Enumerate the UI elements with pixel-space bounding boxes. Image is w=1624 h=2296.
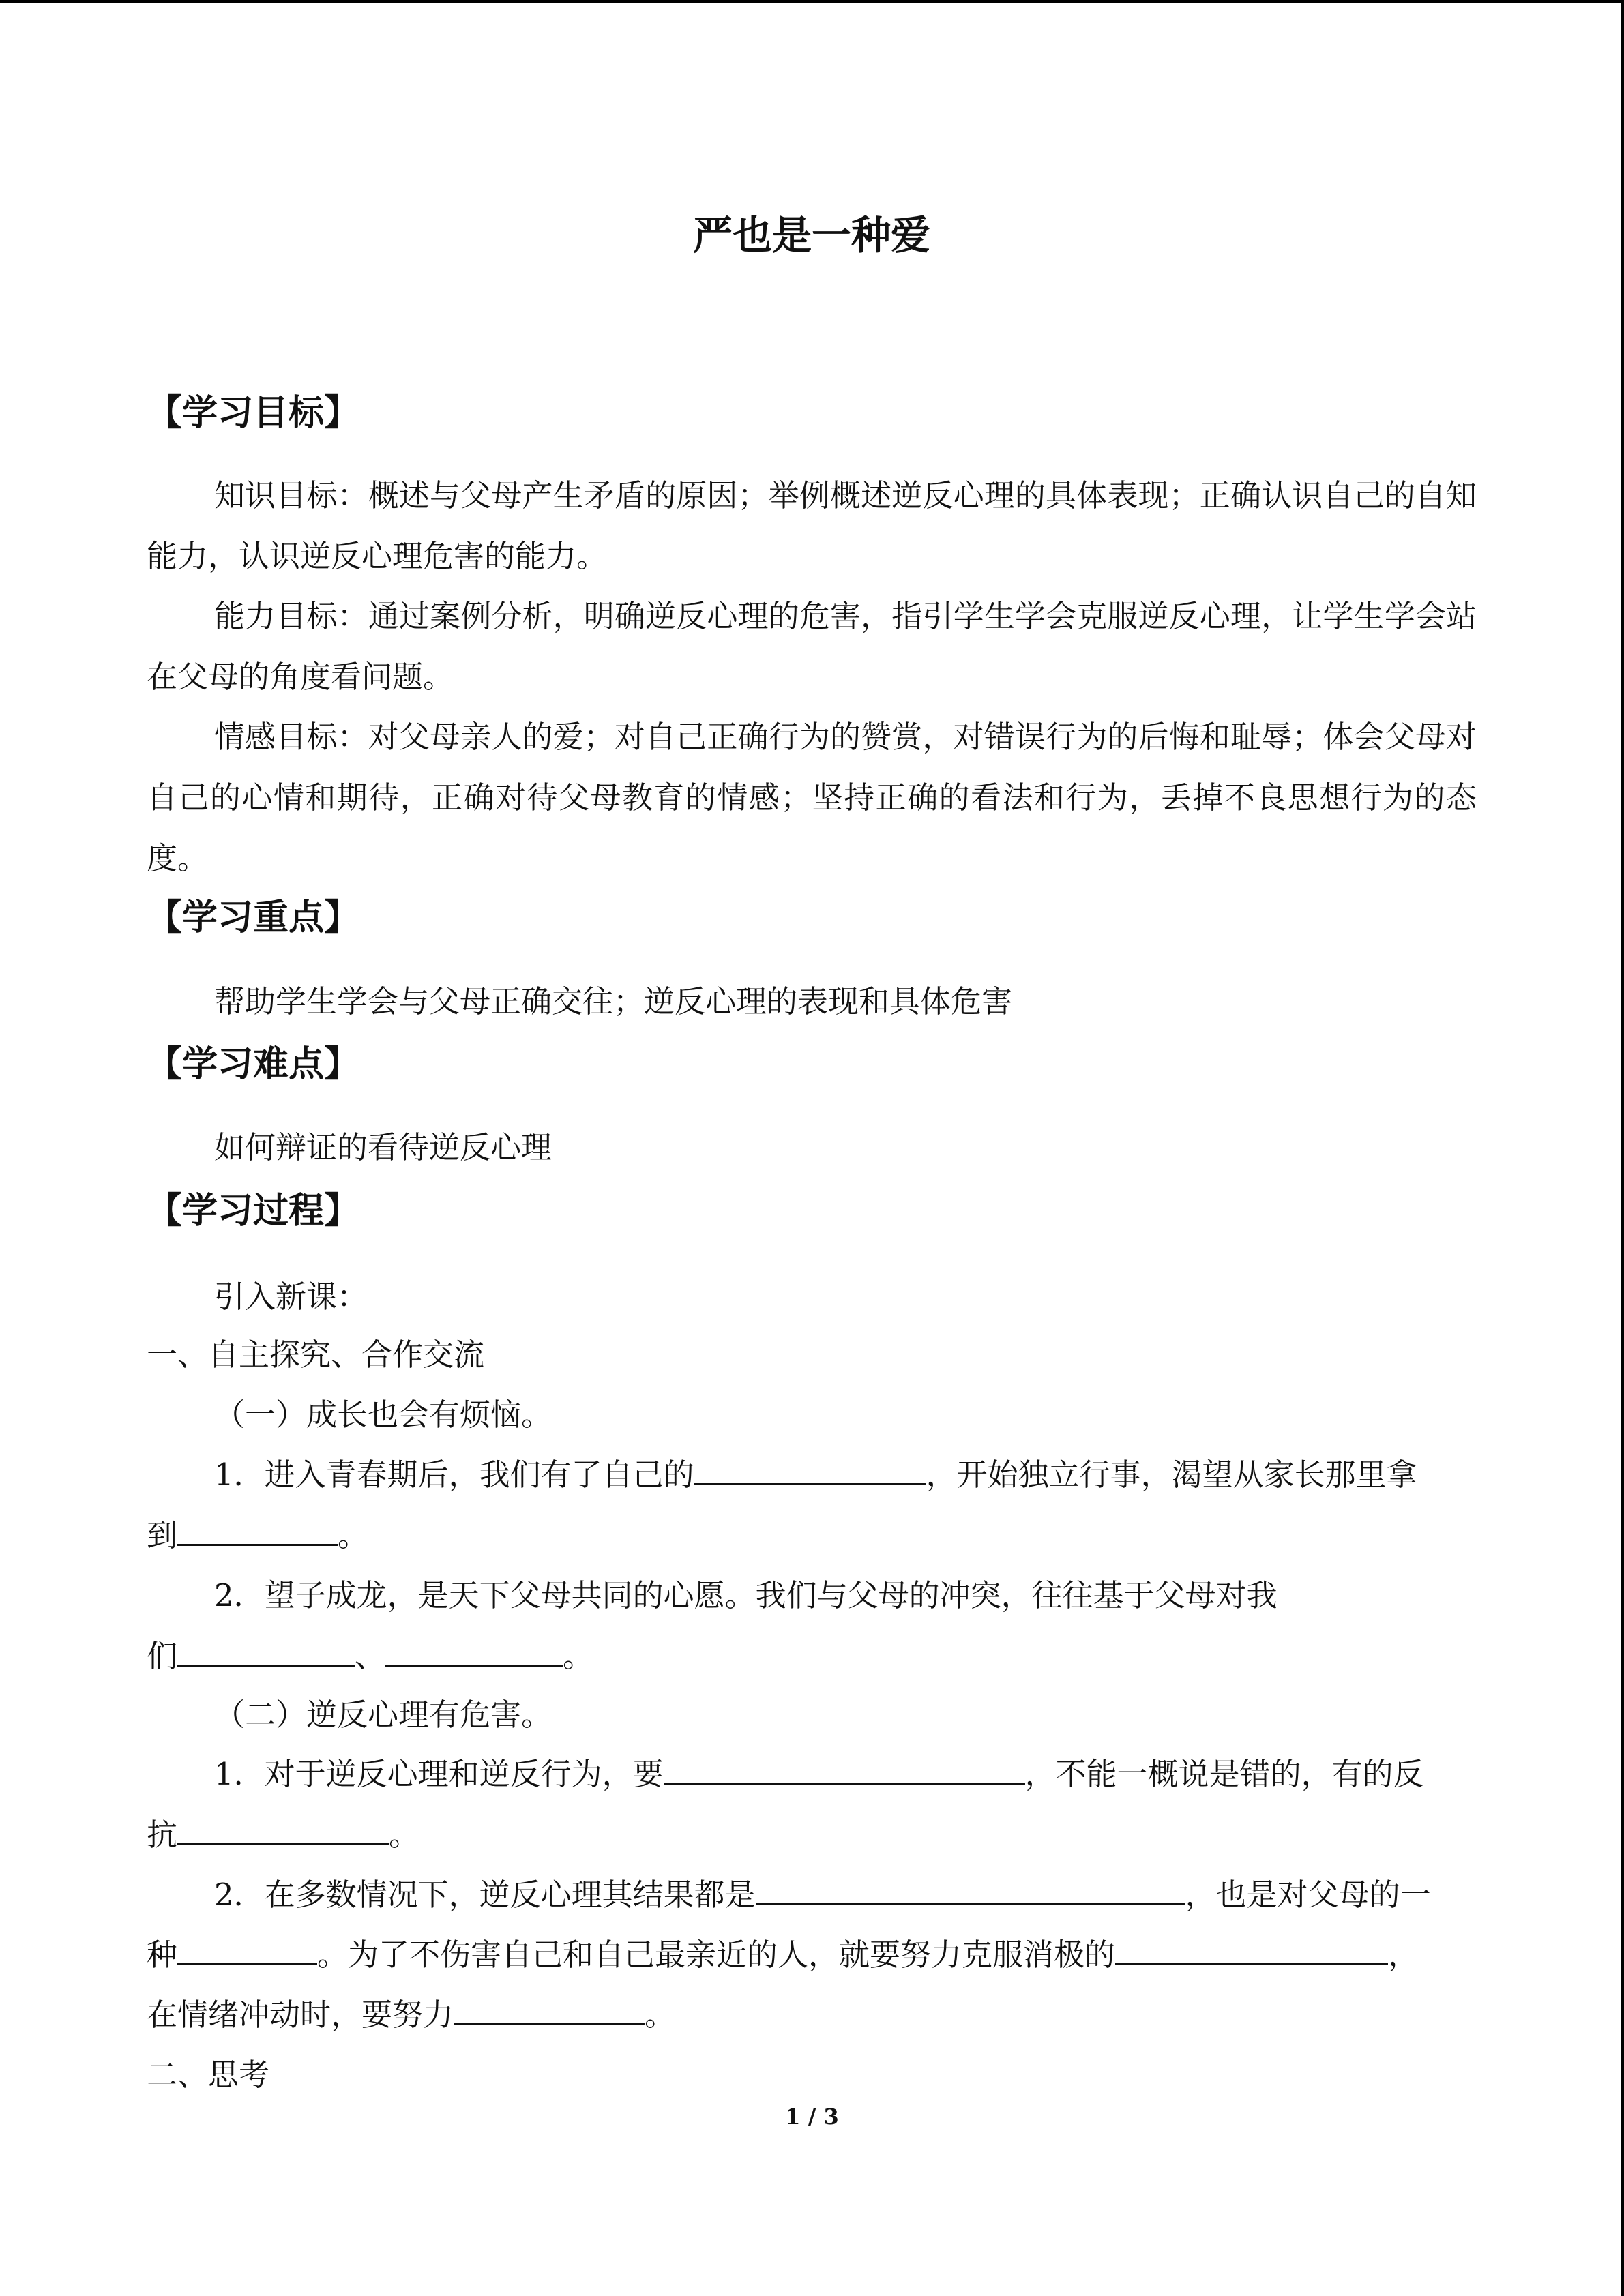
- goal-emotion: 情感目标：对父母亲人的爱；对自己正确行为的赞赏，对错误行为的后悔和耻辱；体会父母对自己的心情和期待，正确对待父母教育的情感；坚持正确的看法和行为，丢掉不良思想行为的态度。: [147, 719, 1477, 876]
- question-2-text-c: 、: [355, 1638, 386, 1674]
- question-1-text-d: 。: [338, 1517, 369, 1553]
- question-4-text-d: 。为了不伤害自己和自己最亲近的人，就要努力克服消极的: [317, 1937, 1116, 1973]
- subsection-1-title: （一）成长也会有烦恼。: [214, 1397, 552, 1433]
- section-2-title: 二、思考: [147, 2057, 270, 2093]
- subsection-2-title: （二）逆反心理有危害。: [214, 1697, 552, 1733]
- question-3-line1: [147, 1744, 1544, 1804]
- question-4-text-g: 。: [645, 1997, 676, 2033]
- blank-2[interactable]: [177, 1510, 338, 1546]
- question-3-text-a: 1．对于逆反心理和逆反行为，要: [214, 1756, 664, 1792]
- blank-3[interactable]: [177, 1630, 355, 1667]
- question-4-line3: [147, 1984, 1477, 2045]
- blank-10[interactable]: [454, 1989, 645, 2025]
- section-1-title: 一、自主探究、合作交流: [147, 1337, 485, 1373]
- question-3-text-d: 。: [389, 1817, 420, 1853]
- blank-7[interactable]: [756, 1869, 1185, 1905]
- blank-1[interactable]: [694, 1449, 926, 1485]
- heading-key: 【学习重点】: [147, 897, 360, 938]
- blank-4[interactable]: [385, 1630, 563, 1667]
- question-2-text-b: 们: [147, 1638, 178, 1674]
- difficult-point-text: 如何辩证的看待逆反心理: [214, 1129, 552, 1165]
- page-number: 1 / 3: [785, 2104, 839, 2130]
- page-title: 严也是一种爱: [692, 212, 930, 258]
- question-4-text-c: 种: [147, 1937, 178, 1973]
- question-4-text-e: ，: [1388, 1937, 1419, 1973]
- question-1-text-a: 1．进入青春期后，我们有了自己的: [214, 1457, 694, 1493]
- heading-goals: 【学习目标】: [147, 393, 360, 434]
- goal-knowledge: 知识目标：概述与父母产生矛盾的原因；举例概述逆反心理的具体表现；正确认识自己的自知能力，认识逆反心理危害的能力。: [147, 477, 1477, 574]
- question-4-text-a: 2．在多数情况下，逆反心理其结果都是: [214, 1877, 756, 1913]
- question-1-text-c: 到: [147, 1517, 178, 1553]
- question-4-line2: [147, 1924, 1477, 1985]
- question-3-text-c: 抗: [147, 1817, 178, 1853]
- question-3-line2: [147, 1804, 1477, 1865]
- blank-9[interactable]: [1115, 1929, 1388, 1965]
- heading-process: 【学习过程】: [147, 1191, 360, 1232]
- question-1-line2: [147, 1505, 1477, 1566]
- page-right-border: [1621, 0, 1624, 2296]
- question-2-line1: 2．望子成龙，是天下父母共同的心愿。我们与父母的冲突，往往基于父母对我: [214, 1577, 1278, 1613]
- blank-6[interactable]: [177, 1809, 389, 1845]
- blank-5[interactable]: [664, 1748, 1025, 1785]
- question-4-text-b: ，也是对父母的一: [1185, 1877, 1431, 1913]
- question-4-line1: [147, 1864, 1544, 1925]
- page-top-border: [0, 0, 1624, 3]
- heading-difficult: 【学习难点】: [147, 1044, 360, 1085]
- goal-ability: 能力目标：通过案例分析，明确逆反心理的危害，指引学生学会克服逆反心理，让学生学会站在父母的角度看问题。: [147, 598, 1477, 695]
- key-point-text: 帮助学生学会与父母正确交往；逆反心理的表现和具体危害: [214, 983, 1013, 1019]
- blank-8[interactable]: [177, 1929, 317, 1965]
- question-1-line1: [147, 1444, 1544, 1505]
- question-1-text-b: ，开始独立行事，渴望从家长那里拿: [926, 1457, 1417, 1493]
- question-3-text-b: ，不能一概说是错的，有的反: [1024, 1756, 1424, 1792]
- question-4-text-f: 在情绪冲动时，要努力: [147, 1997, 454, 2033]
- question-2-line2: [147, 1626, 1477, 1686]
- question-2-text-d: 。: [563, 1638, 594, 1674]
- intro-text: 引入新课：: [214, 1279, 368, 1315]
